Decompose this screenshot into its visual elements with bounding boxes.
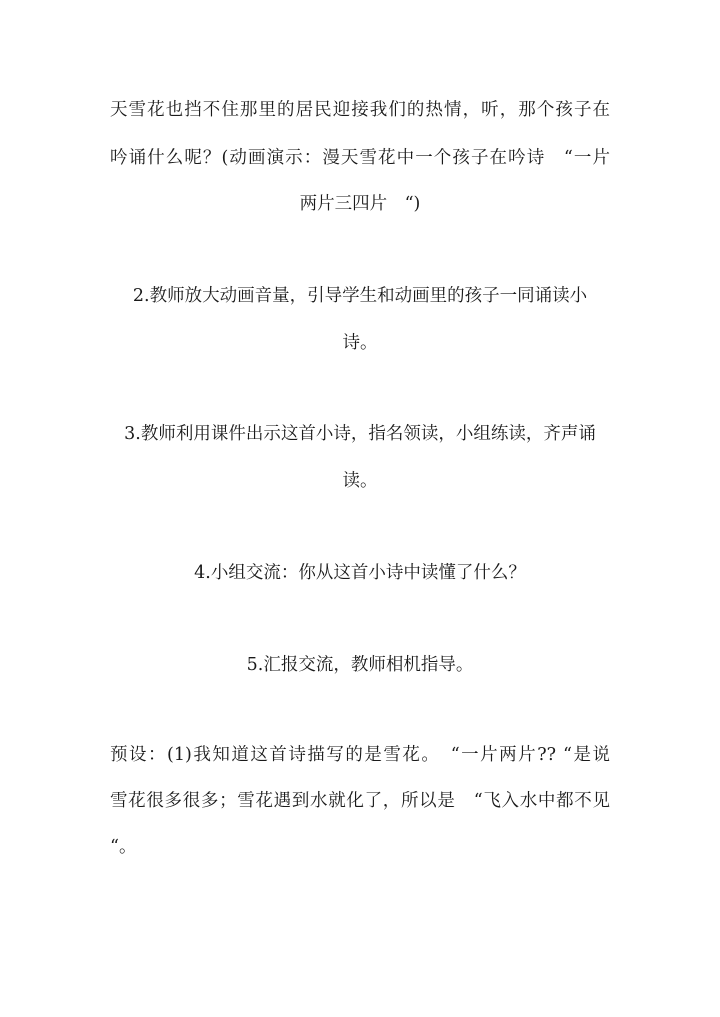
paragraph-1-line-2: 吟诵什么呢？(动画演示：漫天雪花中一个孩子在吟诗 “一片 [110, 148, 610, 168]
paragraph-3-line-1: 3.教师利用课件出示这首小诗，指名领读，小组练读，齐声诵 [124, 424, 596, 444]
paragraph-1-line-3: 两片三四片 “) [299, 194, 421, 214]
paragraph-6-line-3: “。 [110, 837, 137, 857]
paragraph-1-line-1: 天雪花也挡不住那里的居民迎接我们的热情，听，那个孩子在 [110, 100, 610, 120]
paragraph-6-line-2: 雪花很多很多；雪花遇到水就化了，所以是 “飞入水中都不见 [110, 791, 610, 811]
paragraph-6-line-1: 预设：(1)我知道这首诗描写的是雪花。 “一片两片?? “是说 [110, 745, 610, 765]
paragraph-3-line-2: 读。 [342, 471, 378, 491]
paragraph-2-line-2: 诗。 [342, 333, 378, 353]
paragraph-5-line-1: 5.汇报交流，教师相机指导。 [246, 655, 474, 675]
paragraph-4-line-1: 4.小组交流：你从这首小诗中读懂了什么？ [194, 563, 526, 583]
paragraph-2-line-1: 2.教师放大动画音量，引导学生和动画里的孩子一同诵读小 [132, 286, 588, 306]
